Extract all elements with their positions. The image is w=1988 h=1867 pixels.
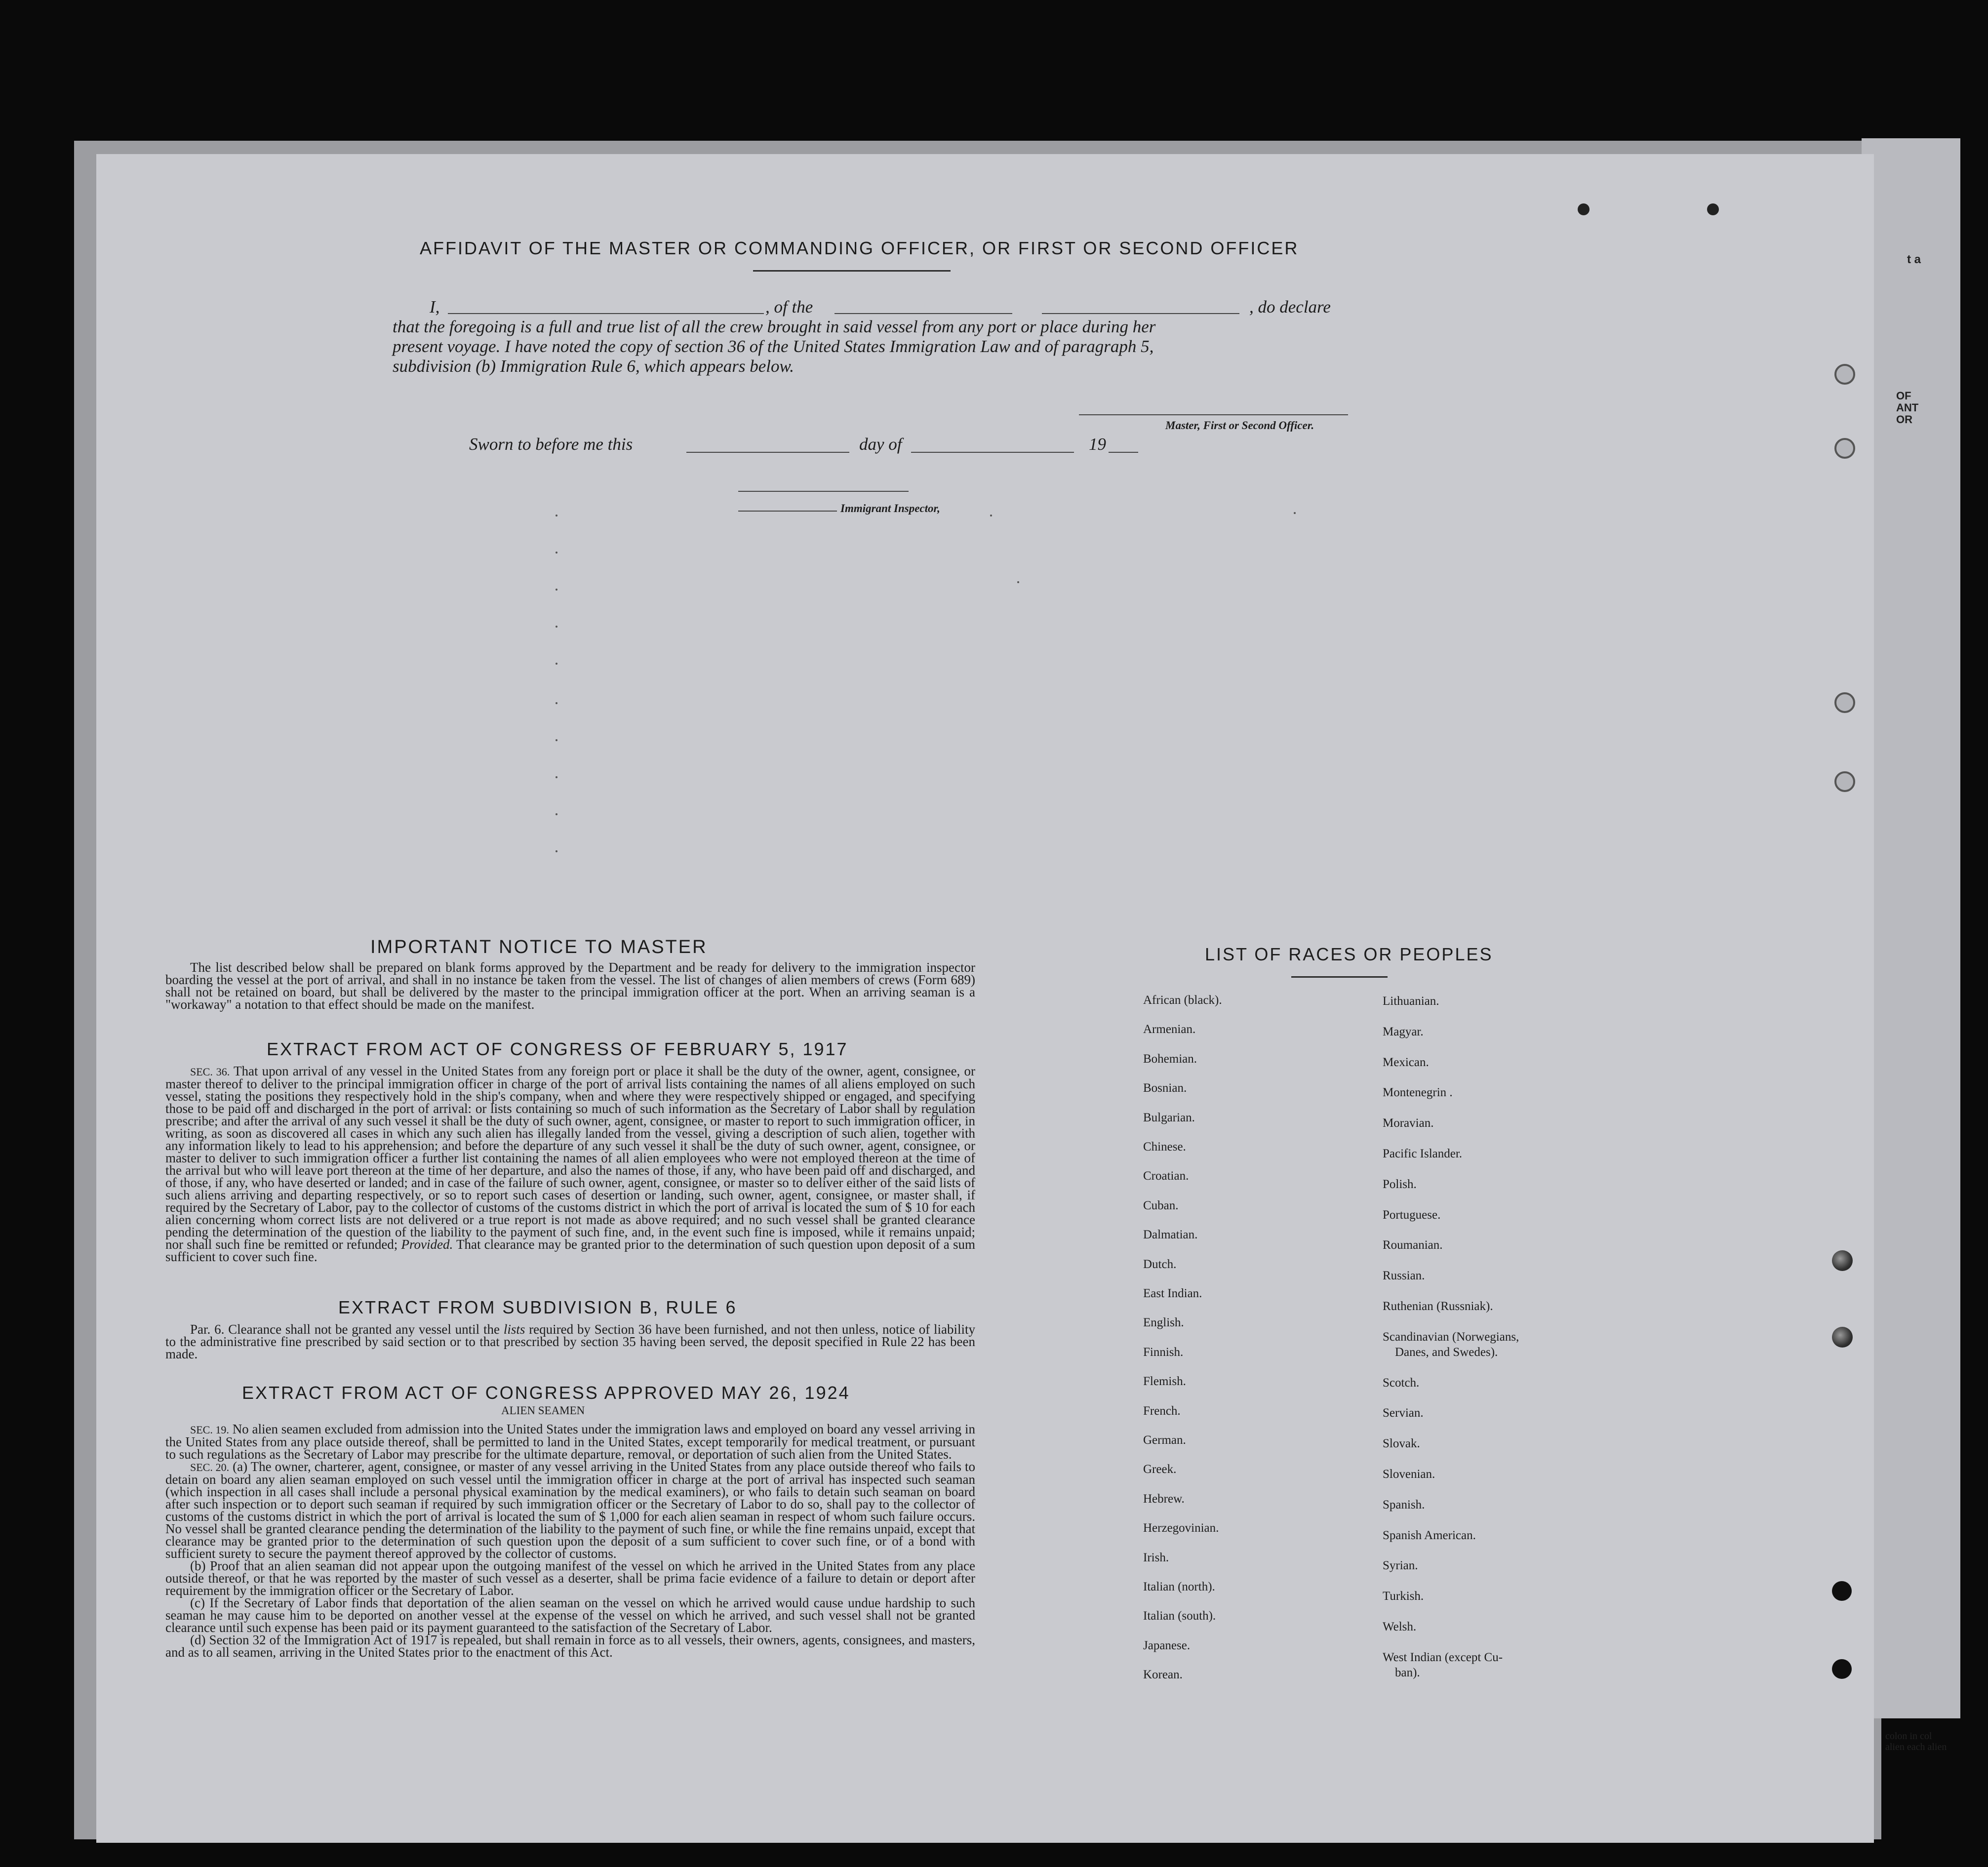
race-item: English. bbox=[1143, 1316, 1184, 1330]
extract-1917-provided: Provided. bbox=[401, 1237, 453, 1252]
race-item: Chinese. bbox=[1143, 1140, 1186, 1153]
affidavit-line3: present voyage. I have noted the copy of section 36 of the United States Immigration Law and of paragraph 5, bbox=[393, 337, 1154, 356]
race-item: African (black). bbox=[1143, 993, 1222, 1007]
race-item: Armenian. bbox=[1143, 1023, 1196, 1036]
rule6-text-post: required by Section 36 have been furnished, and not then unless, notice of liability to the administrative fine prescribed by said section or to that prescribed by section 35 having been served, the deposit specified in Rule 22 has been made. bbox=[165, 1322, 976, 1361]
affidavit-title-rule bbox=[753, 270, 951, 272]
race-item: Dalmatian. bbox=[1143, 1228, 1198, 1242]
act1924-sec20a-text: (a) The owner, charterer, agent, consignee, or master of any vessel arriving in the United States from any place outside thereof who fails to detain on board any alien seaman employed on such vessel until the immigration officer in charge at the port of arrival has inspected such seaman (which inspection in all cases shall include a personal physical examination by the medical examiners), or who fails to detain such seaman on board after such inspection or to deport such seaman if required by such immigration officer or the Secretary of Labor to do so, shall pay to the collector of customs of the customs district in which the port of arrival is located the sum of $ 1,000 for each alien seaman in respect of whom such failure occurs. No vessel shall be granted clearance pending the determination of the liability to the payment of such fine, or while the fine remains unpaid, except that clearance may be granted prior to the determination of such question upon the deposit of a sum sufficient to cover such fine, or of a bond with sufficient surety to secure the payment thereof approved by the collector of customs. bbox=[165, 1459, 975, 1561]
paper-speck bbox=[556, 589, 557, 591]
race-item: Korean. bbox=[1143, 1668, 1183, 1682]
edge-fragment-b2: alien each alien bbox=[1885, 1742, 1947, 1752]
rule6-text-pre: Clearance shall not be granted any vessel until the bbox=[228, 1322, 500, 1337]
race-item: Spanish. bbox=[1383, 1498, 1425, 1511]
binder-hole bbox=[1832, 1581, 1852, 1601]
race-item: Flemish. bbox=[1143, 1375, 1186, 1389]
inspector-caption: Immigrant Inspector, bbox=[840, 502, 940, 515]
rule6-body bbox=[165, 1323, 975, 1360]
race-item: Mexican. bbox=[1383, 1055, 1429, 1069]
paper-speck bbox=[556, 776, 557, 778]
act1924-sec20b: (b) Proof that an alien seaman did not appear upon the outgoing manifest of the vessel on which he arrived in the United States from any place outside thereof, or that he was reported by the master of such vessel as a deserter, shall be prima facie evidence of a failure to detain or deport after requirement by the immigration officer or the Secretary of Labor. bbox=[165, 1558, 975, 1598]
paper-speck bbox=[556, 739, 557, 741]
vessel-name-blank-2[interactable] bbox=[1042, 313, 1239, 314]
race-item: Cuban. bbox=[1143, 1198, 1179, 1212]
paper-speck bbox=[556, 626, 557, 628]
race-item: Greek. bbox=[1143, 1463, 1177, 1476]
race-item: French. bbox=[1143, 1404, 1181, 1418]
day-of-text: day of bbox=[859, 435, 902, 454]
punch-mark bbox=[1578, 203, 1590, 215]
extract-1917-sec: SEC. 36. bbox=[190, 1066, 230, 1078]
paper-speck bbox=[990, 515, 992, 516]
race-item: Finnish. bbox=[1143, 1345, 1184, 1359]
paper-speck bbox=[556, 515, 557, 516]
rule6-title: EXTRACT FROM SUBDIVISION B, RULE 6 bbox=[338, 1297, 737, 1317]
master-signature-blank[interactable] bbox=[1079, 414, 1348, 415]
year-blank[interactable] bbox=[1109, 452, 1138, 453]
punch-mark bbox=[1707, 203, 1719, 215]
race-item: Welsh. bbox=[1383, 1620, 1417, 1633]
paper-speck bbox=[1294, 512, 1296, 514]
races-title: LIST OF RACES OR PEOPLES bbox=[1205, 944, 1493, 964]
binder-hole bbox=[1834, 771, 1855, 792]
edge-fragment-or: OR bbox=[1896, 413, 1912, 426]
race-item: Bosnian. bbox=[1143, 1081, 1187, 1095]
binder-hole bbox=[1832, 1327, 1853, 1348]
race-item: Slovenian. bbox=[1383, 1468, 1435, 1481]
race-item: East Indian. bbox=[1143, 1287, 1202, 1300]
notice-body: The list described below shall be prepared on blank forms approved by the Department and be ready for delivery to the immigration inspector boarding the vessel at the port of arrival, and shall in no instance be taken from the vessel. The list of changes of alien members of crews (Form 689) shall not be retained on board, but shall be delivered by the master to the principal immigration officer at the port. When an arriving seaman is a "workaway" a notation to that effect should be made on the manifest. bbox=[165, 960, 975, 1012]
race-item: Herzegovinian. bbox=[1143, 1521, 1219, 1535]
extract-1917-body bbox=[165, 1065, 975, 1263]
race-item: Italian (north). bbox=[1143, 1580, 1215, 1593]
affidavit-line1-i: I, bbox=[430, 297, 440, 317]
notice-title: IMPORTANT NOTICE TO MASTER bbox=[370, 937, 708, 957]
race-item: Spanish American. bbox=[1383, 1528, 1476, 1542]
binder-hole bbox=[1832, 1250, 1853, 1271]
races-title-rule bbox=[1291, 976, 1388, 978]
race-item: Polish. bbox=[1383, 1177, 1417, 1191]
race-item: ban). bbox=[1395, 1666, 1420, 1679]
affidavit-line2: that the foregoing is a full and true list of all the crew brought in said vessel from any port or place during her bbox=[393, 317, 1156, 336]
edge-fragment-of: OF bbox=[1896, 390, 1911, 402]
affidavit-line1-declare: , do declare bbox=[1249, 297, 1331, 317]
right-edge-sheet bbox=[1862, 138, 1960, 1718]
binder-hole bbox=[1834, 364, 1855, 385]
race-item: Portuguese. bbox=[1383, 1208, 1441, 1222]
binder-hole bbox=[1834, 438, 1855, 459]
paper-speck bbox=[556, 702, 557, 704]
sworn-text: Sworn to before me this bbox=[469, 435, 633, 454]
race-item: Irish. bbox=[1143, 1550, 1169, 1564]
affidavit-line4: subdivision (b) Immigration Rule 6, which appears below. bbox=[393, 357, 795, 376]
edge-fragment-block bbox=[1896, 390, 1918, 426]
paper-speck bbox=[556, 813, 557, 815]
edge-fragment-bottom bbox=[1885, 1731, 1947, 1752]
race-item: Turkish. bbox=[1383, 1589, 1424, 1603]
race-item: Scandinavian (Norwegians, bbox=[1383, 1330, 1519, 1344]
race-item: Danes, and Swedes). bbox=[1395, 1345, 1498, 1359]
race-item: Ruthenian (Russniak). bbox=[1383, 1300, 1493, 1313]
race-item: Dutch. bbox=[1143, 1257, 1177, 1271]
manifest-page bbox=[96, 154, 1874, 1843]
race-item: Croatian. bbox=[1143, 1169, 1189, 1183]
binder-hole bbox=[1834, 692, 1855, 713]
paper-speck bbox=[556, 850, 557, 852]
act1924-sec19-text: No alien seamen excluded from admission into the United States under the immigration laws and employed on board any vessel arriving in the United States from any place outside thereof, shall be permitted to land in the United States, except temporarily for medical treatment, or pursuant to such regulations as the Secretary of Labor may prescribe for the ultimate departure, removal, or deportation of such alien from the United States. bbox=[165, 1422, 975, 1462]
paper-speck bbox=[556, 552, 557, 554]
act1924-sec19 bbox=[165, 1423, 975, 1461]
race-item: Bohemian. bbox=[1143, 1052, 1197, 1066]
race-item: Russian. bbox=[1383, 1269, 1425, 1283]
edge-fragment-b1: colon in col bbox=[1885, 1731, 1932, 1742]
extract-1917-text-end: That clearance may be granted prior to the determination of such question upon deposit of a sum sufficient to cover such fine. bbox=[165, 1237, 976, 1264]
act1924-sec19-label: SEC. 19. bbox=[190, 1424, 229, 1436]
edge-fragment-a: t a bbox=[1907, 253, 1921, 266]
master-caption: Master, First or Second Officer. bbox=[1165, 419, 1314, 432]
race-item: Moravian. bbox=[1383, 1116, 1434, 1130]
extract-1917-text: That upon arrival of any vessel in the United States from any foreign port or place it shall be the duty of the owner, agent, consignee, or master thereof to deliver to the principal immigration officer in charge of the port of arrival lists containing the names of all aliens employed on such vessel, stating the positions they respectively hold in the ship's company, when and where they were respectively shipped or engaged, and specifying those to be paid off and discharged in the port of arrival: or lists containing so much of such information as the Secretary of Labor shall by regulation prescribe; and after the arrival of any such vessel it shall be the duty of such owner, agent, consignee, or master to report to such immigration officer, in writing, as soon as discovered all cases in which any such alien has illegally landed from the vessel, giving a description of such alien, together with any information likely to lead to his apprehension; and before the departure of any such vessel it shall be the duty of such owner, agent, consignee, or master to deliver to such immigration officer a further list containing the names of all alien employees who were not employed thereon at the time of the arrival but who will leave port thereon at the time of her departure, and also the names of those, if any, who have been paid off and discharged, and of those, if any, who have deserted or landed; and in case of the failure of such owner, agent, consignee, or master so to deliver either of the said lists of such aliens arriving and departing respectively, or so to report such cases of desertion or landing, such owner, agent, consignee, or master shall, if required by the Secretary of Labor, pay to the collector of customs of the customs district in which the port of arrival is located the sum of $ 10 for each alien concerning whom correct lists are not delivered or a true report is not made as above required; and no such vessel shall be granted clearance pending the determination of the question of the liability to the payment of such fine, and, in the event such fine is imposed, while it remains unpaid; nor shall such fine be remitted or refunded; bbox=[165, 1064, 975, 1252]
year-prefix: 19 bbox=[1089, 435, 1106, 454]
race-item: Magyar. bbox=[1383, 1025, 1424, 1038]
affidavit-title: AFFIDAVIT OF THE MASTER OR COMMANDING OFFICER, OR FIRST OR SECOND OFFICER bbox=[420, 238, 1299, 258]
act1924-sec20d: (d) Section 32 of the Immigration Act of 1917 is repealed, but shall remain in force as to all vessels, their owners, agents, consignees, and masters, and as to all seamen, arriving in the United States prior to the enactment of this Act. bbox=[165, 1632, 975, 1660]
binder-hole bbox=[1832, 1659, 1852, 1679]
race-item: Syrian. bbox=[1383, 1559, 1418, 1573]
paper-speck bbox=[1017, 581, 1019, 583]
race-item: Japanese. bbox=[1143, 1638, 1191, 1652]
inspector-caption-rule bbox=[738, 511, 837, 512]
master-name-blank[interactable] bbox=[448, 313, 764, 314]
race-item: Slovak. bbox=[1383, 1437, 1420, 1451]
inspector-signature-blank[interactable] bbox=[738, 491, 909, 492]
act1924-title: EXTRACT FROM ACT OF CONGRESS APPROVED MAY 26, 1924 bbox=[242, 1383, 850, 1403]
race-item: German. bbox=[1143, 1433, 1186, 1447]
edge-fragment-ant: ANT bbox=[1896, 401, 1919, 414]
race-item: Pacific Islander. bbox=[1383, 1147, 1463, 1160]
sworn-day-blank[interactable] bbox=[686, 452, 849, 453]
vessel-name-blank-1[interactable] bbox=[835, 313, 1012, 314]
race-item: Hebrew. bbox=[1143, 1492, 1185, 1506]
race-item: Montenegrin . bbox=[1383, 1086, 1453, 1100]
race-item: Servian. bbox=[1383, 1406, 1424, 1420]
sworn-month-blank[interactable] bbox=[911, 452, 1074, 453]
rule6-lists: lists bbox=[503, 1322, 525, 1337]
race-item: West Indian (except Cu- bbox=[1383, 1650, 1503, 1664]
act1924-body bbox=[165, 1423, 975, 1659]
race-item: Roumanian. bbox=[1383, 1238, 1443, 1252]
race-item: Scotch. bbox=[1383, 1376, 1420, 1390]
rule6-par: Par. 6. bbox=[190, 1322, 225, 1337]
race-item: Bulgarian. bbox=[1143, 1111, 1195, 1124]
extract-1917-title: EXTRACT FROM ACT OF CONGRESS OF FEBRUARY 5, 1917 bbox=[267, 1039, 848, 1059]
act1924-sec20c: (c) If the Secretary of Labor finds that deportation of the alien seaman on the vessel on which he arrived would cause undue hardship to such seaman he may cause him to be deported on another vessel at the expense of the vessel on which he arrived, and such vessel shall not be granted clearance until such expense has been paid or its payment guaranteed to the satisfaction of the Secretary of Labor. bbox=[165, 1595, 975, 1635]
act1924-subtitle: ALIEN SEAMEN bbox=[501, 1404, 585, 1417]
paper-speck bbox=[556, 663, 557, 665]
affidavit-line1-of-the: , of the bbox=[765, 297, 813, 317]
act1924-sec20-label: SEC. 20. bbox=[190, 1461, 230, 1473]
race-item: Italian (south). bbox=[1143, 1609, 1216, 1623]
act1924-sec20a bbox=[165, 1461, 975, 1560]
race-item: Lithuanian. bbox=[1383, 994, 1439, 1008]
